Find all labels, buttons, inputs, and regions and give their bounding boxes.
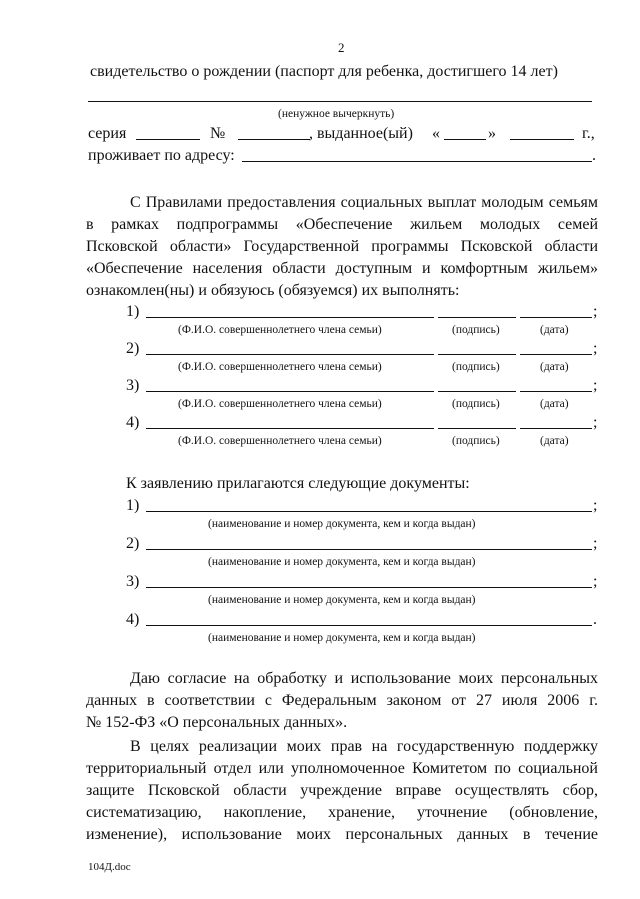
doc-end: ; xyxy=(593,497,598,514)
fio-caption: (Ф.И.О. совершеннолетнего члена семьи) xyxy=(178,435,382,447)
member-end: ; xyxy=(593,377,598,394)
member-num: 4) xyxy=(126,414,140,431)
fio-line xyxy=(146,428,434,429)
doc-num: 2) xyxy=(126,535,140,552)
rules-line-1: С Правилами предоставления социальных выплат молодым семьям xyxy=(130,194,598,211)
doc-caption: (наименование и номер документа, кем и когда выдан) xyxy=(208,556,476,568)
doc-line xyxy=(146,587,592,588)
doc-num: 1) xyxy=(126,497,140,514)
signature-caption: (подпись) xyxy=(452,398,500,410)
signature-line xyxy=(438,317,516,318)
doc-caption: (наименование и номер документа, кем и когда выдан) xyxy=(208,632,476,644)
doc-num: 4) xyxy=(126,611,140,628)
signature-line xyxy=(438,391,516,392)
month-line xyxy=(510,139,574,140)
signature-line xyxy=(438,428,516,429)
date-caption: (дата) xyxy=(540,435,569,447)
date-caption: (дата) xyxy=(540,324,569,336)
member-num: 2) xyxy=(126,340,140,357)
quote-open: « xyxy=(432,125,440,142)
doc-end: ; xyxy=(593,573,598,590)
date-line xyxy=(520,391,592,392)
member-num: 1) xyxy=(126,303,140,320)
rights-line-4: систематизацию, накопление, хранение, уточнение (обновление, xyxy=(86,804,598,821)
doc-caption: (наименование и номер документа, кем и когда выдан) xyxy=(208,594,476,606)
fio-caption: (Ф.И.О. совершеннолетнего члена семьи) xyxy=(178,324,382,336)
address-line xyxy=(242,161,592,162)
signature-line xyxy=(438,354,516,355)
fio-line xyxy=(146,391,434,392)
number-line xyxy=(238,139,310,140)
address-end: . xyxy=(592,147,596,164)
member-end: ; xyxy=(593,303,598,320)
address-label: проживает по адресу: xyxy=(88,147,235,164)
fio-caption: (Ф.И.О. совершеннолетнего члена семьи) xyxy=(178,398,382,410)
member-end: ; xyxy=(593,414,598,431)
consent-line-1: Даю согласие на обработку и использование моих персональных xyxy=(130,670,598,687)
series-line xyxy=(136,139,200,140)
consent-line-3: № 152-ФЗ «О персональных данных». xyxy=(86,714,348,731)
year-label: г., xyxy=(582,125,595,142)
signature-caption: (подпись) xyxy=(452,361,500,373)
consent-line-2: данных в соответствии с Федеральным законом от 27 июля 2006 г. xyxy=(86,692,598,709)
date-line xyxy=(520,428,592,429)
doc-line xyxy=(146,511,592,512)
birth-certificate-label: свидетельство о рождении (паспорт для ребенка, достигшего 14 лет) xyxy=(90,63,558,80)
number-sign: № xyxy=(210,125,226,142)
document-name-line xyxy=(88,101,592,102)
doc-end: . xyxy=(593,611,597,628)
rights-line-5: изменение), использование моих персональных данных в течение xyxy=(86,826,598,843)
fio-caption: (Ф.И.О. совершеннолетнего члена семьи) xyxy=(178,361,382,373)
member-num: 3) xyxy=(126,377,140,394)
rights-line-3: защите Псковской области учреждение вправе осуществлять сбор, xyxy=(86,782,598,799)
page-number: 2 xyxy=(338,40,345,55)
doc-caption: (наименование и номер документа, кем и когда выдан) xyxy=(208,518,476,530)
doc-end: ; xyxy=(593,535,598,552)
rights-line-2: территориальный отдел или уполномоченное Комитетом по социальной xyxy=(86,760,598,777)
member-end: ; xyxy=(593,340,598,357)
date-line xyxy=(520,354,592,355)
signature-caption: (подпись) xyxy=(452,324,500,336)
rules-line-5: ознакомлен(ны) и обязуюсь (обязуемся) их выполнять: xyxy=(86,282,460,299)
series-label: серия xyxy=(88,125,127,142)
strike-hint: (ненужное вычеркнуть) xyxy=(278,108,395,120)
day-line xyxy=(444,139,486,140)
doc-line xyxy=(146,625,592,626)
signature-caption: (подпись) xyxy=(452,435,500,447)
rules-line-4: «Обеспечение населения области доступным и комфортным жильем» xyxy=(86,260,598,277)
date-caption: (дата) xyxy=(540,398,569,410)
date-line xyxy=(520,317,592,318)
fio-line xyxy=(146,354,434,355)
docs-heading: К заявлению прилагаются следующие документы: xyxy=(126,475,470,492)
issued-label: , выданное(ый) xyxy=(309,125,413,142)
footer-filename: 104Д.doc xyxy=(88,861,131,873)
fio-line xyxy=(146,317,434,318)
doc-line xyxy=(146,549,592,550)
rules-line-2: в рамках подпрограммы «Обеспечение жильем молодых семей xyxy=(86,216,598,233)
rights-line-1: В целях реализации моих прав на государственную поддержку xyxy=(130,738,598,755)
quote-close: » xyxy=(488,125,496,142)
rules-line-3: Псковской области» Государственной программы Псковской области xyxy=(86,238,598,255)
date-caption: (дата) xyxy=(540,361,569,373)
doc-num: 3) xyxy=(126,573,140,590)
